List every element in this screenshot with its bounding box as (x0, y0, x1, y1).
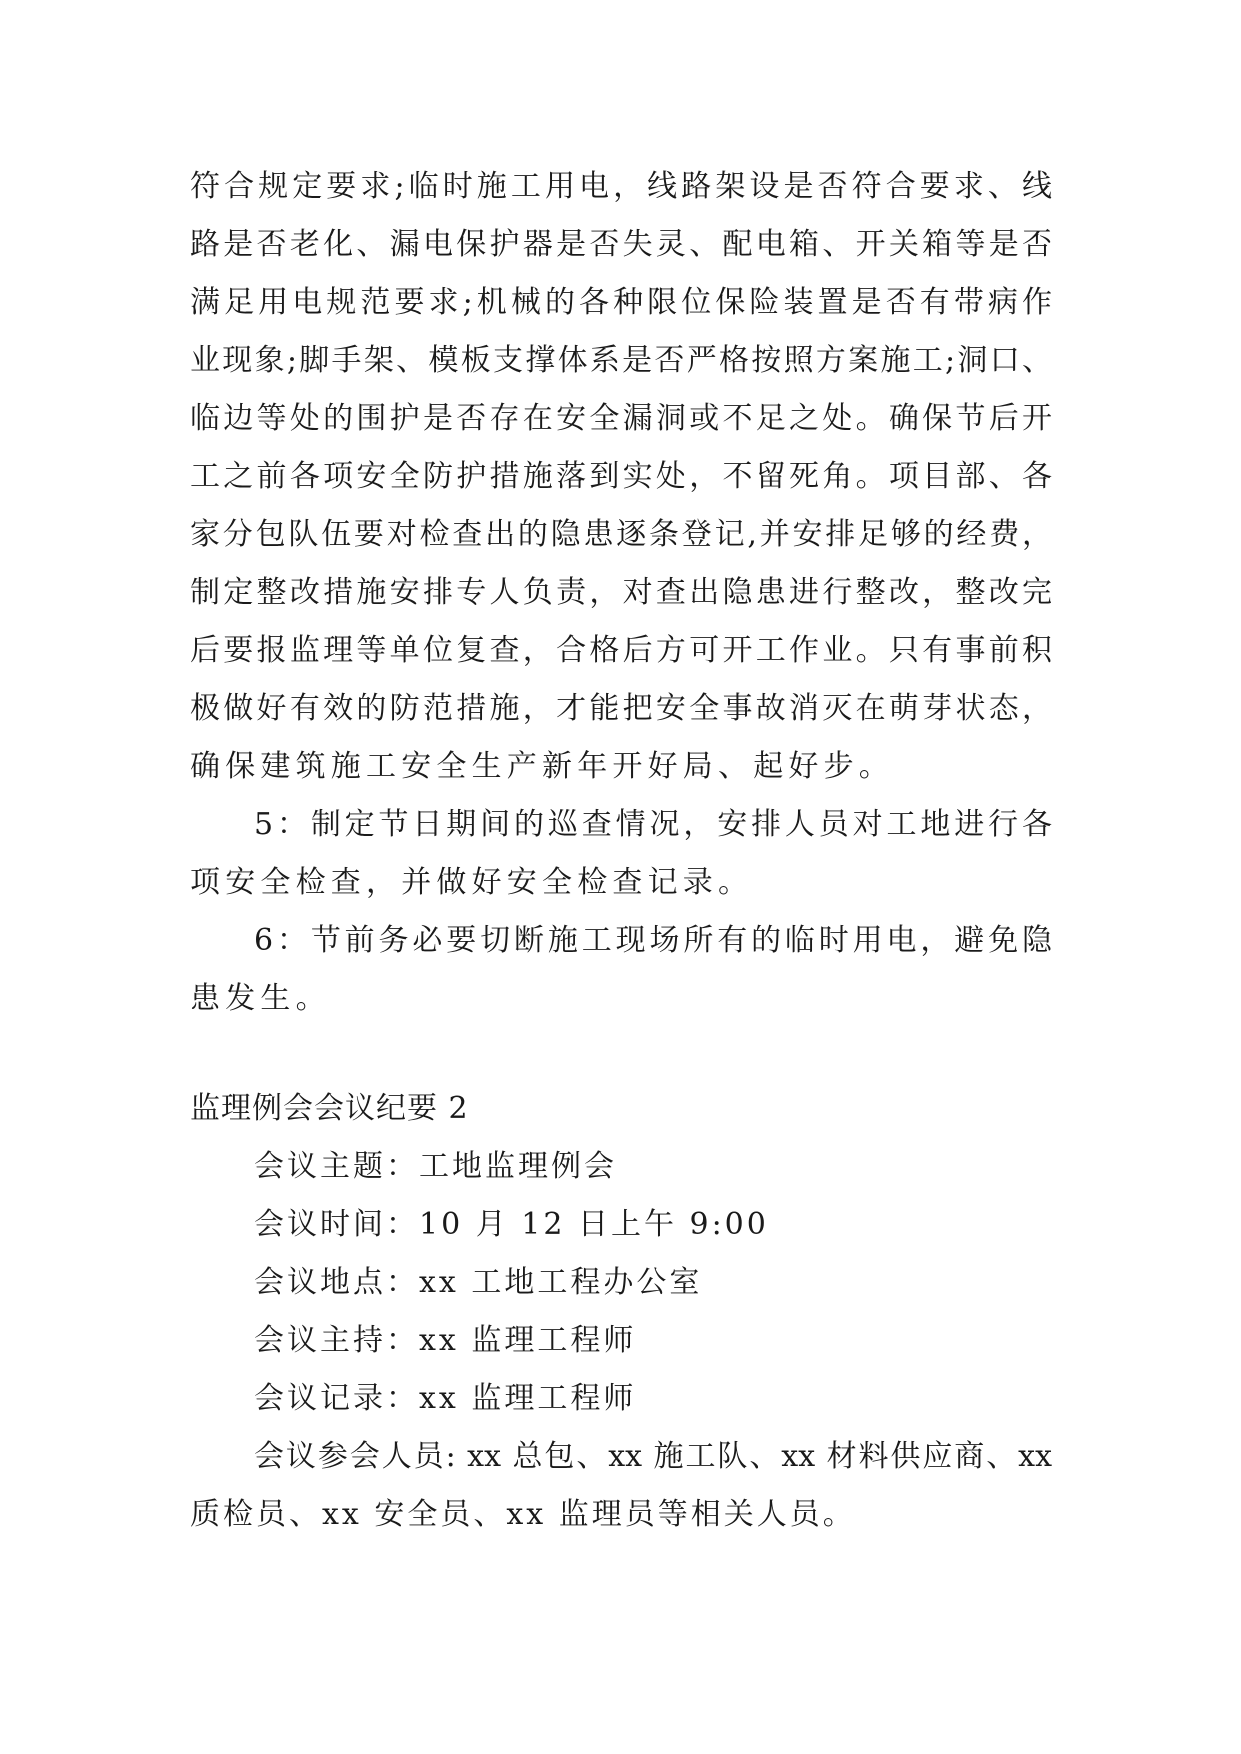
document-page (190, 158, 1052, 1544)
paragraph-line: 6：节前务必要切断施工现场所有的临时用电，避免隐 (254, 923, 1052, 958)
paragraph-line: 确保建筑施工安全生产新年开好局、起好步。 (190, 749, 894, 784)
item-5-paragraph (190, 796, 1052, 912)
paragraph-line: 工之前各项安全防护措施落到实处，不留死角。项目部、各 (190, 459, 1052, 494)
paragraph-line: 路是否老化、漏电保护器是否失灵、配电箱、开关箱等是否 (190, 227, 1052, 262)
paragraph-line: 业现象;脚手架、模板支撑体系是否严格按照方案施工;洞口、 (190, 343, 1052, 378)
paragraph-line: 极做好有效的防范措施，才能把安全事故消灭在萌芽状态， (190, 691, 1052, 726)
paragraph-line: 5：制定节日期间的巡查情况，安排人员对工地进行各 (254, 807, 1052, 842)
paragraph-line: 家分包队伍要对检查出的隐患逐条登记,并安排足够的经费， (190, 517, 1052, 552)
paragraph-line: 项安全检查，并做好安全检查记录。 (190, 865, 754, 900)
meeting-topic: 会议主题：工地监理例会 (254, 1149, 617, 1184)
meeting-info (190, 1138, 1052, 1544)
section-title: 监理例会会议纪要 2 (190, 1091, 469, 1126)
paragraph-line: 制定整改措施安排专人负责，对查出隐患进行整改，整改完 (190, 575, 1052, 610)
meeting-attendees-line: 质检员、xx 安全员、xx 监理员等相关人员。 (190, 1497, 856, 1532)
paragraph-line: 患发生。 (190, 981, 331, 1016)
item-6-paragraph (190, 912, 1052, 1028)
continuation-paragraph (190, 158, 1052, 796)
meeting-location: 会议地点：xx 工地工程办公室 (254, 1265, 703, 1300)
meeting-host: 会议主持：xx 监理工程师 (254, 1323, 637, 1358)
paragraph-line: 临边等处的围护是否存在安全漏洞或不足之处。确保节后开 (190, 401, 1052, 436)
meeting-recorder: 会议记录：xx 监理工程师 (254, 1381, 637, 1416)
paragraph-line: 符合规定要求;临时施工用电，线路架设是否符合要求、线 (190, 169, 1052, 204)
paragraph-line: 满足用电规范要求;机械的各种限位保险装置是否有带病作 (190, 285, 1052, 320)
meeting-attendees-line: 会议参会人员: xx 总包、xx 施工队、xx 材料供应商、xx (254, 1439, 1052, 1474)
meeting-time: 会议时间：10 月 12 日上午 9:00 (254, 1207, 769, 1242)
paragraph-line: 后要报监理等单位复查，合格后方可开工作业。只有事前积 (190, 633, 1052, 668)
